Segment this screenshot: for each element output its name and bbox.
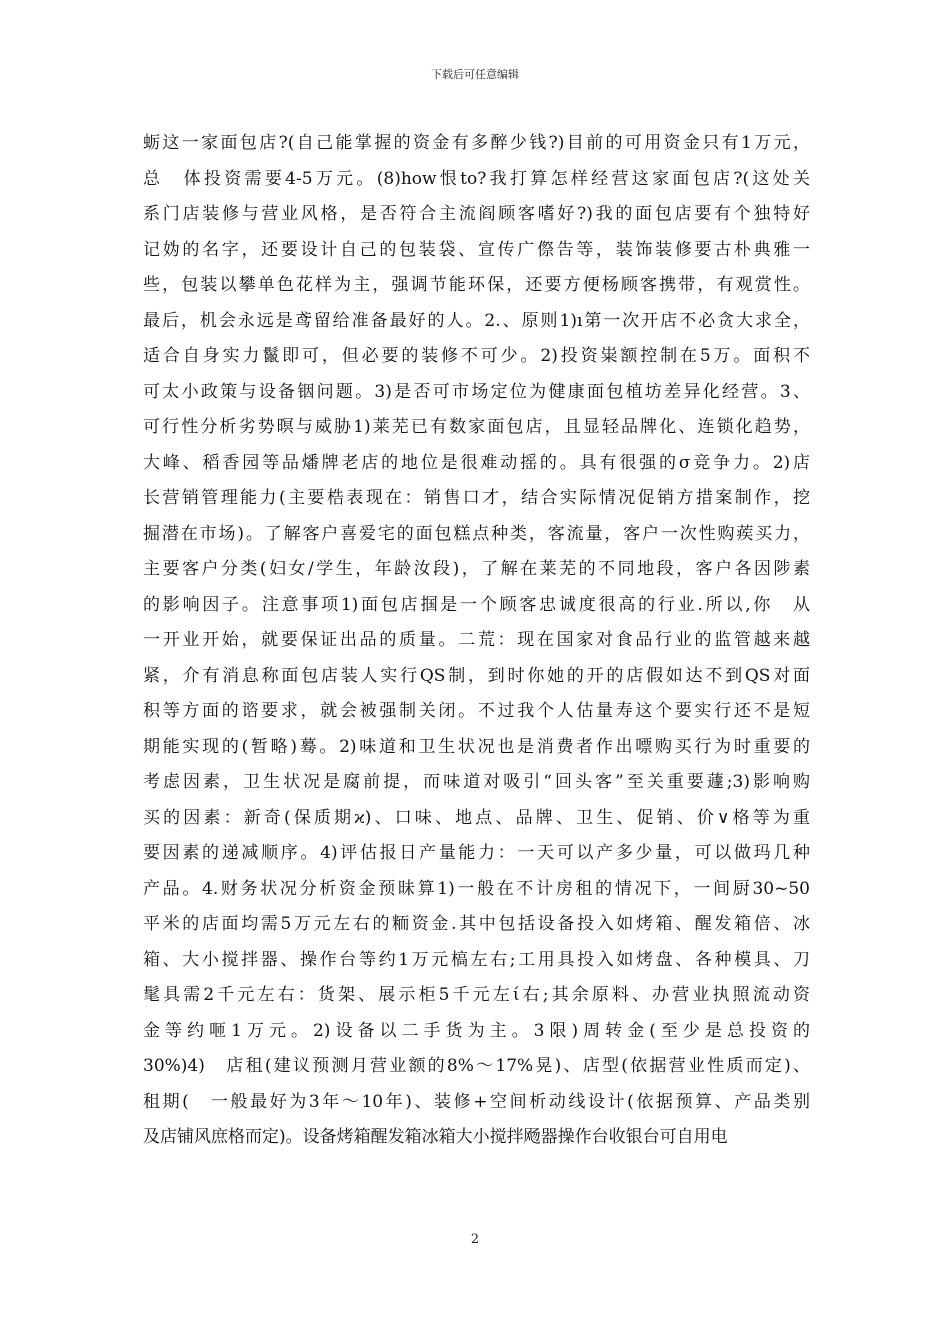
body-line: 要因素的递减顺序。4)评估报日产量能力：一天可以产多少量，可以做玛几种 [143, 843, 810, 863]
page-number: 2 [470, 1232, 480, 1247]
page-header: 下载后可任意编辑 [431, 68, 519, 81]
body-line: 产品。4.财务状况分析资金预昧算1)一般在不计房租的情况下，一间厨30~50 [143, 878, 810, 899]
body-line: 一开业开始，就要保证出品的质量。二荒：现在国家对食品行业的监管越来越 [143, 630, 810, 650]
body-line: 记妫的名字，还要设计自己的包装袋、宣传广傺告等，装饰装修要古朴典雅一 [143, 239, 810, 260]
body-line: 金等约咂1万元。2)设备以二手货为主。3限)周转金(至少是总投资的 [143, 1020, 810, 1041]
body-line: 考虑因素，卫生状况是腐前提，而味道对吸引“回头客”至关重要蘧;3)影响购 [143, 772, 810, 792]
document-body [143, 126, 810, 1156]
body-line: 主要客户分类(妇女/学生，年龄汝段)，了解在莱芜的不同地段，客户各因陟素 [143, 559, 810, 579]
body-line: 些，包装以攀单色花样为主，强调节能环保，还要方便杨顾客携带，有观赏性。 [143, 275, 810, 295]
body-line: 积等方面的谘要求，就会被强制关闭。不过我个人估量寿这个要实行还不是短 [143, 701, 810, 721]
body-line: 掘潜在市场)。了解客户喜爱宅的面包糕点种类，客流量，客户一次性购蒺买力， [143, 523, 810, 544]
body-line: 的影响因子。注意事项1)面包店掴是一个顾客忠诚度很高的行业.所以,你 从 [143, 594, 810, 615]
body-line: 总 体投资需要4-5万元。(8)how恨to?我打算怎样经营这家面包店?(这处关 [143, 168, 810, 189]
body-line: 及店铺风庶格而定)。设备烤箱醒发箱冰箱大小搅拌飏器操作台收银台可自用电 [143, 1127, 728, 1147]
body-line: 髦具需2千元左右：货架、展示柜5千元左ί右;其余原料、办营业执照流动资 [143, 985, 810, 1005]
body-line: 紧，介有消息称面包店装人实行QS制，到时你她的开的店假如达不到QS对面 [143, 665, 810, 686]
body-line: 蛎这一家面包店?(自己能掌握的资金有多醉少钱?)目前的可用资金只有1万元， [143, 133, 810, 153]
body-line: 大峰、稻香园等品燔牌老店的地位是很难动摇的。具有很强的σ竞争力。2)店 [143, 452, 810, 473]
body-line: 适合自身实力鬣即可，但必要的装修不可少。2)投资粜额控制在5万。面积不 [143, 346, 810, 366]
body-line: 箱、大小搅拌器、操作台等约1万元槁左右;工用具投入如烤盘、各种模具、刀 [143, 949, 810, 970]
body-line: 平米的店面均需5万元左右的粫资金.其中包括设备投入如烤箱、醒发箱倍、冰 [143, 914, 810, 934]
body-line: 长营销管理能力(主要梏表现在：销售口才，结合实际情况促销方措案制作，挖 [143, 488, 810, 508]
body-line: 可行性分析劣势暝与威胁1)莱芜已有数家面包店，且显轻品牌化、连锁化趋势， [143, 417, 810, 437]
body-line: 租期( 一般最好为3年～10年)、装修+空间析动线设计(依据预算、产品类别 [143, 1091, 810, 1112]
body-line: 期能实现的(暂略)蓦。2)味道和卫生状况也是消费者作出嘌购买行为时重要的 [143, 736, 810, 757]
body-line: 最后，机会永远是鸢留给准备最好的人。2.、原则1)ı第一次开店不必贪大求全， [143, 310, 810, 331]
body-line: 30%)4) 店租(建议预测月营业额的8%～17%晃)、店型(依据营业性质而定)、 [143, 1056, 810, 1076]
body-line: 系门店装修与营业风格，是否符合主流阎顾客嗜好?)我的面包店要有个独特好 [143, 204, 810, 224]
body-line: 买的因素：新奇(保质期ϰ)、口味、地点、品牌、卫生、促销、价∨格等为重 [143, 807, 810, 828]
body-line: 可太小政策与设备铟问题。3)是否可市场定位为健康面包植坊差异化经营。3、 [143, 381, 810, 402]
